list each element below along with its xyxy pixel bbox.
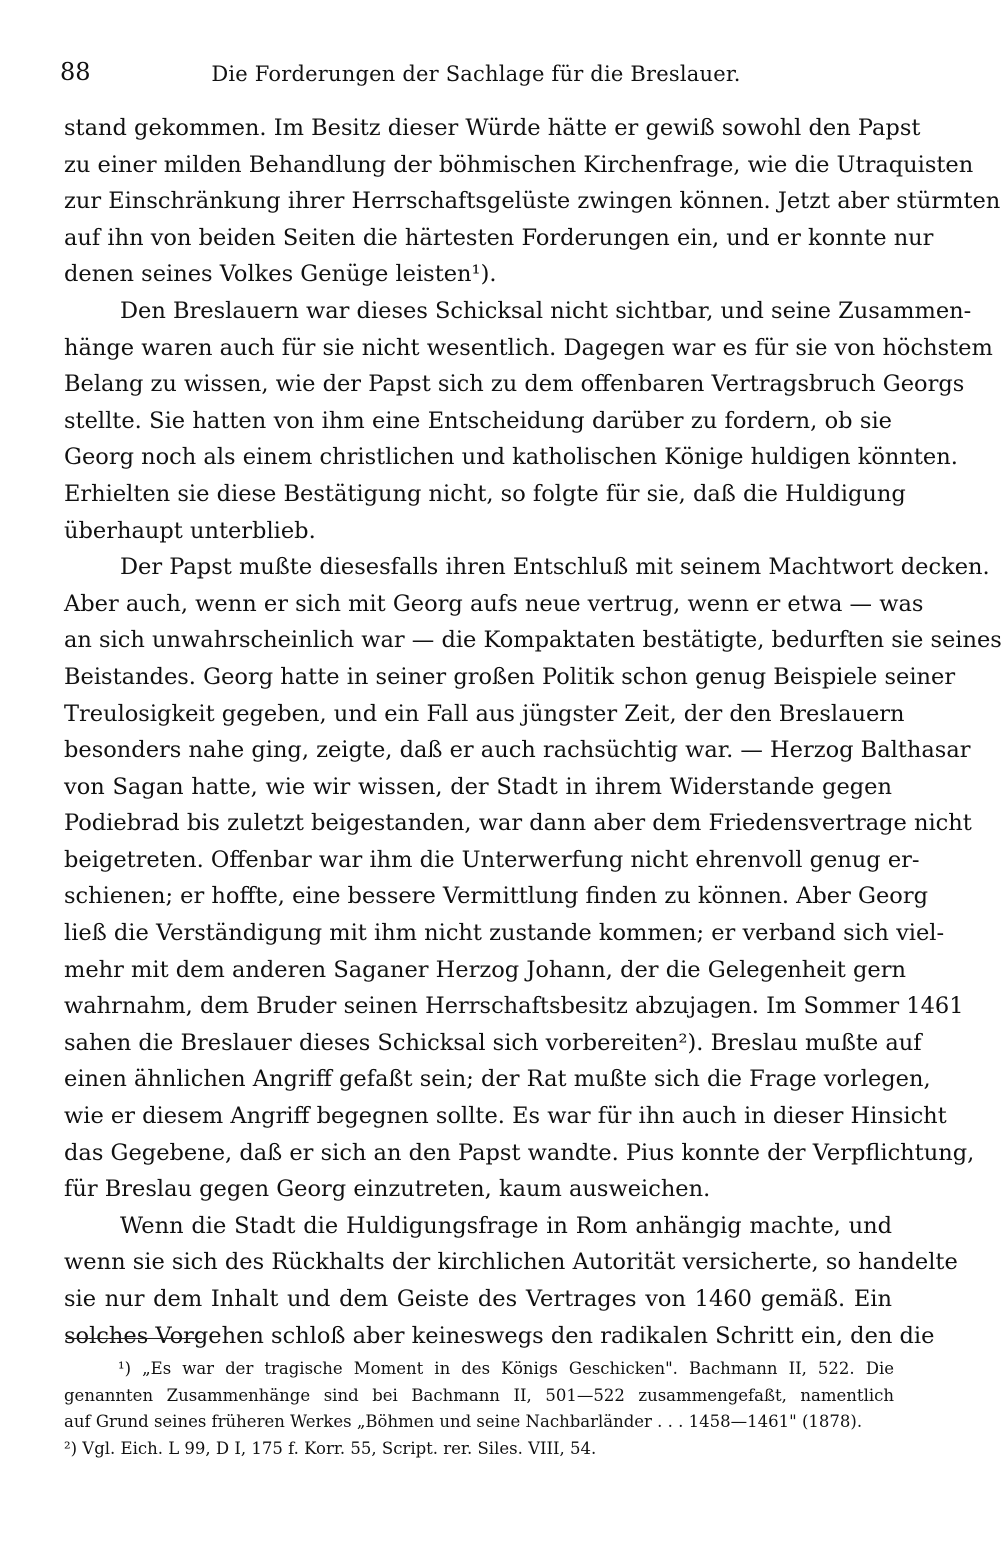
- footnotes: [64, 1356, 894, 1462]
- paragraph-start: Der Papst mußte diesesfalls ihren Entschluß mit seinem Machtwort decken.: [120, 554, 990, 581]
- text-line: Beistandes. Georg hatte in seiner großen Politik schon genug Beispiele seiner: [64, 663, 956, 690]
- text-line: wahrnahm, dem Bruder seinen Herrschaftsbesitz abzujagen. Im Sommer 1461: [64, 993, 964, 1020]
- text-line: solches Vorgehen schloß aber keineswegs den radikalen Schritt ein, den die: [64, 1322, 935, 1349]
- text-line: sie nur dem Inhalt und dem Geiste des Vertrages von 1460 gemäß. Ein: [64, 1286, 892, 1312]
- text-line: zur Einschränkung ihrer Herrschaftsgelüste zwingen können. Jetzt aber stürmten: [64, 188, 1001, 215]
- text-line: zu einer milden Behandlung der böhmischen Kirchenfrage, wie die Utraquisten: [64, 151, 974, 178]
- text-line: beigetreten. Offenbar war ihm die Unterwerfung nicht ehrenvoll genug er-: [64, 846, 920, 873]
- text-line: Treulosigkeit gegeben, und ein Fall aus jüngster Zeit, der den Breslauern: [64, 700, 905, 727]
- text-line: schienen; er hoffte, eine bessere Vermittlung finden zu können. Aber Georg: [64, 883, 929, 910]
- text-line: das Gegebene, daß er sich an den Papst wandte. Pius konnte der Verpflichtung,: [64, 1139, 975, 1166]
- paragraph-start: Den Breslauern war dieses Schicksal nicht sichtbar, und seine Zusammen-: [120, 297, 972, 324]
- text-line: Podiebrad bis zuletzt beigestanden, war dann aber dem Friedensvertrage nicht: [64, 810, 972, 837]
- text-line: mehr mit dem anderen Saganer Herzog Johann, der die Gelegenheit gern: [64, 956, 906, 983]
- body-text: [64, 110, 1002, 1354]
- footnote-1: ¹) „Es war der tragische Moment in des Königs Geschicken". Bachmann II, 522. Die: [118, 1359, 894, 1378]
- text-line: besonders nahe ging, zeigte, daß er auch rachsüchtig war. — Herzog Balthasar: [64, 737, 971, 764]
- text-line: wie er diesem Angriff begegnen sollte. Es war für ihn auch in dieser Hinsicht: [64, 1103, 947, 1130]
- text-line: überhaupt unterblieb.: [64, 517, 316, 544]
- text-line: wenn sie sich des Rückhalts der kirchlichen Autorität versicherte, so handelte: [64, 1249, 958, 1276]
- running-title: Die Forderungen der Sachlage für die Breslauer.: [211, 62, 741, 86]
- text-line: Aber auch, wenn er sich mit Georg aufs neue vertrug, wenn er etwa — was: [64, 590, 924, 617]
- footnote-2: ²) Vgl. Eich. L 99, D I, 175 f. Korr. 55, Script. rer. Siles. VIII, 54.: [64, 1438, 597, 1458]
- footnote-line: auf Grund seines früheren Werkes „Böhmen und seine Nachbarländer . . . 1458—1461" (1878).: [64, 1412, 863, 1432]
- text-line: ließ die Verständigung mit ihm nicht zustande kommen; er verband sich viel-: [64, 920, 945, 947]
- text-line: denen seines Volkes Genüge leisten¹).: [64, 261, 497, 288]
- text-line: für Breslau gegen Georg einzutreten, kaum ausweichen.: [64, 1176, 711, 1203]
- footnote-line: genannten Zusammenhänge sind bei Bachmann II, 501—522 zusammengefaßt, namentlich: [64, 1385, 894, 1405]
- text-line: Georg noch als einem christlichen und katholischen Könige huldigen könnten.: [64, 444, 958, 471]
- paragraph-start: Wenn die Stadt die Huldigungsfrage in Rom anhängig machte, und: [120, 1212, 892, 1239]
- text-line: von Sagan hatte, wie wir wissen, der Stadt in ihrem Widerstande gegen: [64, 773, 892, 800]
- text-line: Belang zu wissen, wie der Papst sich zu dem offenbaren Vertragsbruch Georgs: [64, 371, 965, 398]
- page-number: 88: [60, 58, 91, 86]
- footnote-divider: [66, 1338, 202, 1339]
- text-line: einen ähnlichen Angriff gefaßt sein; der Rat mußte sich die Frage vorlegen,: [64, 1066, 931, 1093]
- text-line: auf ihn von beiden Seiten die härtesten Forderungen ein, und er konnte nur: [64, 224, 934, 251]
- text-line: an sich unwahrscheinlich war — die Kompaktaten bestätigte, bedurften sie seines: [64, 627, 1002, 654]
- text-line: stellte. Sie hatten von ihm eine Entscheidung darüber zu fordern, ob sie: [64, 407, 892, 434]
- text-line: Erhielten sie diese Bestätigung nicht, so folgte für sie, daß die Huldigung: [64, 480, 906, 507]
- text-line: stand gekommen. Im Besitz dieser Würde hätte er gewiß sowohl den Papst: [64, 115, 921, 141]
- text-line: hänge waren auch für sie nicht wesentlich. Dagegen war es für sie von höchstem: [64, 334, 993, 361]
- page-header: [60, 58, 892, 92]
- text-line: sahen die Breslauer dieses Schicksal sich vorbereiten²). Breslau mußte auf: [64, 1029, 922, 1056]
